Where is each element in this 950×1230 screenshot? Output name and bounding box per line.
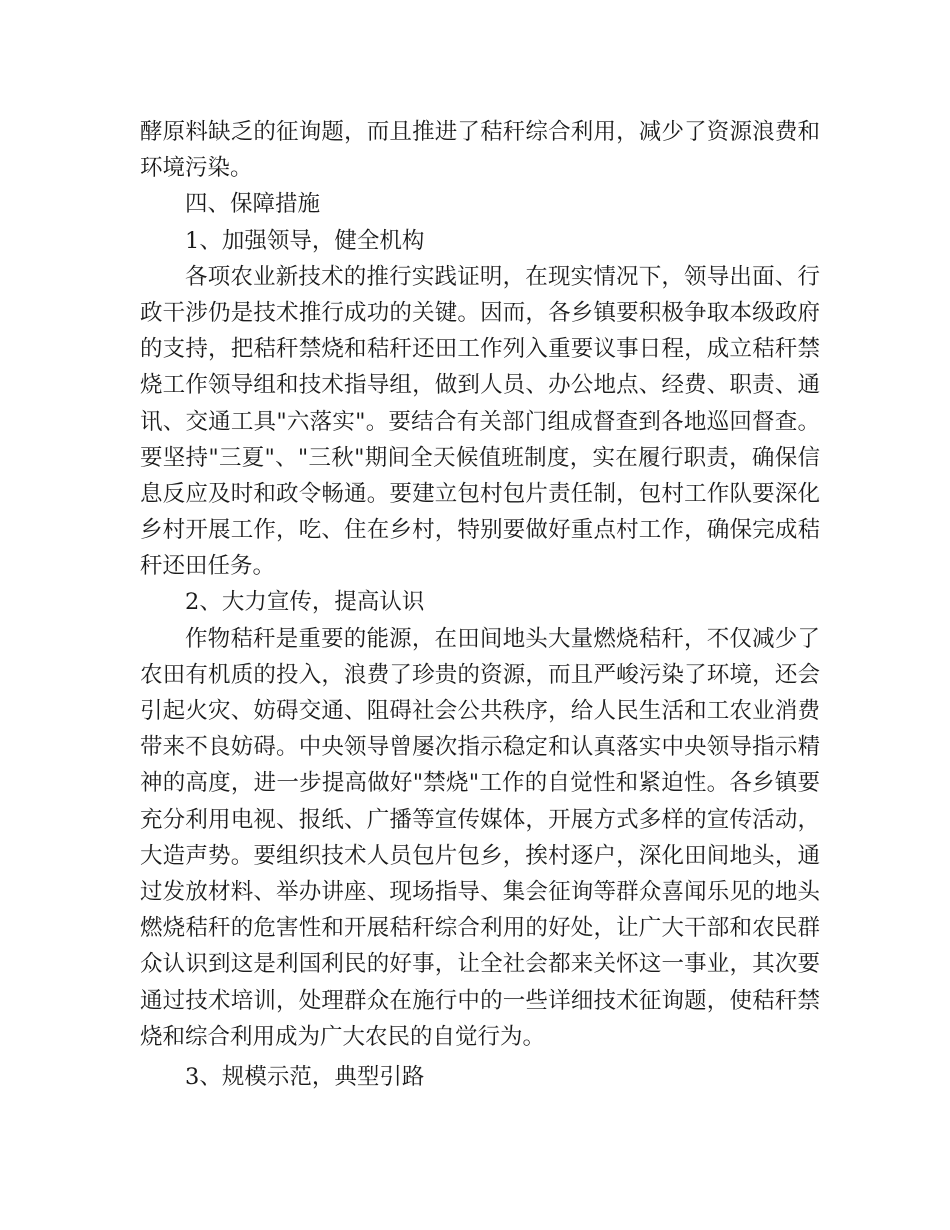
paragraph-line: 引起火灾、妨碍交通、阻碍社会公共秩序，给人民生活和工农业消费 — [140, 698, 820, 724]
paragraph-line: 通过技术培训，处理群众在施行中的一些详细技术征询题，使秸秆禁 — [140, 987, 820, 1014]
paragraph-line: 过发放材料、举办讲座、现场指导、集会征询等群众喜闻乐见的地头 — [140, 878, 820, 905]
paragraph-line: 农田有机质的投入，浪费了珍贵的资源，而且严峻污染了环境，还会 — [140, 661, 820, 688]
paragraph-line: 息反应及时和政令畅通。要建立包村包片责任制，包村工作队要深化 — [140, 480, 820, 507]
paragraph-line: 众认识到这是利国利民的好事，让全社会都来关怀这一事业，其次要 — [140, 951, 820, 978]
paragraph-line: 大造声势。要组织技术人员包片包乡，挨村逐户，深化田间地头，通 — [140, 842, 820, 869]
paragraph-line: 秆还田任务。 — [140, 553, 276, 580]
subsection-heading: 2、大力宣传，提高认识 — [185, 589, 425, 616]
paragraph-line: 烧工作领导组和技术指导组，做到人员、办公地点、经费、职责、通 — [140, 372, 820, 399]
section-heading: 四、保障措施 — [185, 191, 321, 218]
paragraph-line: 烧和综合利用成为广大农民的自觉行为。 — [140, 1023, 546, 1050]
paragraph-line: 乡村开展工作，吃、住在乡村，特别要做好重点村工作，确保完成秸 — [140, 517, 820, 544]
paragraph-line: 政干涉仍是技术推行成功的关键。因而，各乡镇要积极争取本级政府 — [140, 299, 820, 326]
paragraph-line: 各项农业新技术的推行实践证明，在现实情况下，领导出面、行 — [185, 263, 820, 290]
paragraph-line: 燃烧秸秆的危害性和开展秸秆综合利用的好处，让广大干部和农民群 — [140, 915, 820, 942]
paragraph-line: 带来不良妨碍。中央领导曾屡次指示稳定和认真落实中央领导指示精 — [140, 734, 820, 761]
paragraph-line: 充分利用电视、报纸、广播等宣传媒体，开展方式多样的宣传活动， — [140, 806, 820, 833]
paragraph-line: 讯、交通工具"六落实"。要结合有关部门组成督查到各地巡回督查。 — [140, 408, 820, 435]
document-body — [140, 114, 820, 1095]
paragraph-line: 酵原料缺乏的征询题，而且推进了秸秆综合利用，减少了资源浪费和 — [140, 119, 820, 145]
paragraph-line: 环境污染。 — [140, 155, 253, 182]
paragraph-line: 的支持，把秸秆禁烧和秸秆还田工作列入重要议事日程，成立秸秆禁 — [140, 336, 820, 363]
paragraph-line: 神的高度，进一步提高做好"禁烧"工作的自觉性和紧迫性。各乡镇要 — [140, 770, 820, 797]
subsection-heading: 1、加强领导，健全机构 — [185, 227, 425, 254]
paragraph-line: 要坚持"三夏"、"三秋"期间全天候值班制度，实在履行职责，确保信 — [140, 444, 820, 471]
subsection-heading: 3、规模示范，典型引路 — [185, 1063, 425, 1090]
paragraph-line: 作物秸秆是重要的能源，在田间地头大量燃烧秸秆，不仅减少了 — [185, 625, 820, 652]
